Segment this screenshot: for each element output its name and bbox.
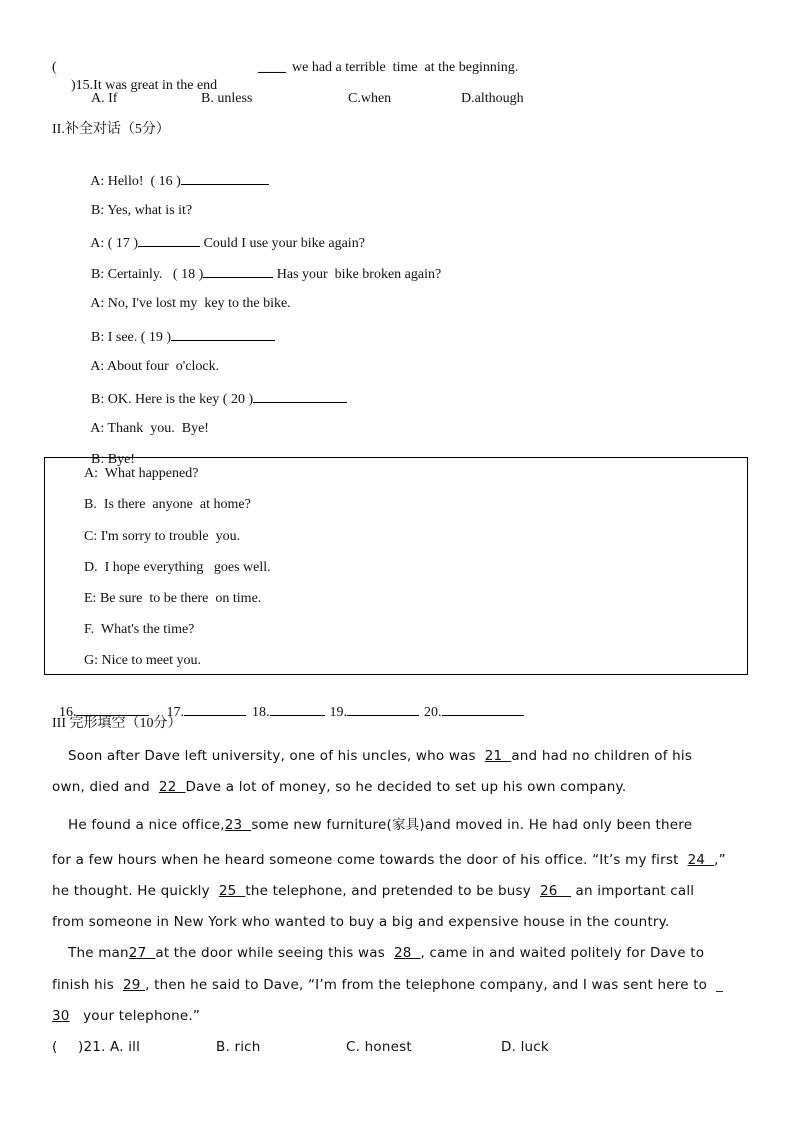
answer-blank-20[interactable]: [253, 389, 347, 403]
choice-a: A: What happened?: [84, 466, 199, 481]
slot-19-label: 19.: [329, 705, 347, 720]
answer-blank-16[interactable]: [181, 171, 269, 185]
cloze-blank-26: 26: [539, 883, 572, 899]
cloze-blank-27: 27: [128, 945, 156, 961]
q15-number-text: )15.It was great in the end: [71, 78, 218, 93]
choice-f: F. What's the time?: [84, 622, 195, 637]
cloze-blank-28: 28: [393, 945, 421, 961]
choice-b: B. Is there anyone at home?: [84, 497, 251, 512]
q21-stem: )21. A. ill: [78, 1039, 141, 1055]
passage-line-2: own, died and 22 Dave a lot of money, so he decided to set up his own company.: [52, 779, 627, 795]
passage-line-9: 30 your telephone.”: [52, 1008, 201, 1024]
slot-18-blank[interactable]: [270, 702, 325, 716]
choice-e: E: Be sure to be there on time.: [84, 591, 262, 606]
answer-blank-19[interactable]: [171, 327, 275, 341]
q21-paren-open: (: [52, 1039, 58, 1055]
q15-option-d: D.although: [461, 91, 524, 106]
dialogue-text: Yes, what is it?: [107, 203, 193, 218]
answer-blank-17[interactable]: [138, 233, 200, 247]
dialogue-text: Bye!: [107, 452, 135, 467]
speaker: B:: [91, 330, 105, 345]
choice-c: C: I'm sorry to trouble you.: [84, 529, 241, 544]
q15-paren-open: (: [52, 60, 57, 75]
dialogue-text-after: Has your bike broken again?: [276, 267, 442, 282]
passage-line-6: from someone in New York who wanted to buy a big and expensive house in the country.: [52, 914, 670, 930]
cloze-blank-24: 24: [687, 852, 715, 868]
q21-option-b: B. rich: [216, 1039, 261, 1055]
cloze-blank-25: 25: [218, 883, 246, 899]
dialogue-text: No, I've lost my key to the bike.: [107, 296, 291, 311]
slot-20-label: 20.: [424, 705, 442, 720]
slot-19-blank[interactable]: [347, 702, 419, 716]
cloze-blank-21: 21: [484, 748, 512, 764]
q15-stem: [64, 59, 217, 95]
speaker: A:: [90, 174, 105, 189]
dialogue-text: About four o'clock.: [106, 359, 220, 374]
passage-line-5: he thought. He quickly 25 the telephone, and pretended to be busy 26 an important call: [52, 883, 695, 899]
slot-16-blank[interactable]: [77, 702, 149, 716]
cloze-blank-30: 30: [52, 1008, 70, 1024]
q15-option-a: A. If: [91, 91, 118, 106]
choice-d: D. I hope everything goes well.: [84, 560, 271, 575]
slot-18-label: 18.: [252, 705, 270, 720]
slot-17-blank[interactable]: [184, 702, 246, 716]
q15-option-c: C.when: [348, 91, 392, 106]
slot-16-label: 16.: [59, 705, 77, 720]
choice-g: G: Nice to meet you.: [84, 653, 202, 668]
dialogue-text: Thank you. Bye!: [107, 421, 209, 436]
dialogue-text: Certainly. ( 18 ): [107, 267, 204, 282]
cloze-blank-23: 23: [224, 817, 252, 833]
dialogue-text: ( 17 ): [107, 236, 139, 251]
answer-blank-18[interactable]: [203, 264, 273, 278]
speaker: A:: [90, 236, 105, 251]
slot-20-blank[interactable]: [442, 702, 524, 716]
passage-line-3: He found a nice office,23 some new furniture(家具)and moved in. He had only been there: [68, 817, 693, 833]
speaker: A:: [90, 296, 105, 311]
dialogue-text: I see. ( 19 ): [107, 330, 172, 345]
dialogue-line-5: [84, 277, 291, 313]
q15-option-b: B. unless: [201, 91, 253, 106]
speaker: B:: [91, 203, 105, 218]
speaker: B:: [91, 392, 105, 407]
speaker: B:: [91, 267, 105, 282]
dialogue-text-after: Could I use your bike again?: [203, 236, 365, 251]
passage-line-4: for a few hours when he heard someone come towards the door of his office. “It’s my first 24 ,”: [52, 852, 726, 868]
q15-blank: ____: [258, 60, 286, 75]
dialogue-text: OK. Here is the key ( 20 ): [107, 392, 254, 407]
section2-title: II.补全对话（5分）: [52, 122, 170, 137]
speaker: A:: [90, 421, 105, 436]
cloze-blank-29: 29: [123, 977, 146, 993]
cloze-blank-22: 22: [158, 779, 186, 795]
speaker: A:: [90, 359, 105, 374]
q21-option-d: D. luck: [501, 1039, 549, 1055]
passage-line-8: finish his 29 , then he said to Dave, “I’m from the telephone company, and I was sent here to _: [52, 977, 724, 993]
q15-rest: we had a terrible time at the beginning.: [292, 60, 519, 75]
section3-title: III 完形填空（10分）: [52, 716, 182, 731]
q21-option-c: C. honest: [346, 1039, 412, 1055]
passage-line-1: Soon after Dave left university, one of his uncles, who was 21 and had no children of his: [68, 748, 693, 764]
speaker: B:: [91, 452, 105, 467]
slot-17-label: 17.: [166, 705, 184, 720]
passage-line-7: The man27 at the door while seeing this was 28 , came in and waited politely for Dave to: [68, 945, 705, 961]
dialogue-text: Hello! ( 16 ): [107, 174, 181, 189]
